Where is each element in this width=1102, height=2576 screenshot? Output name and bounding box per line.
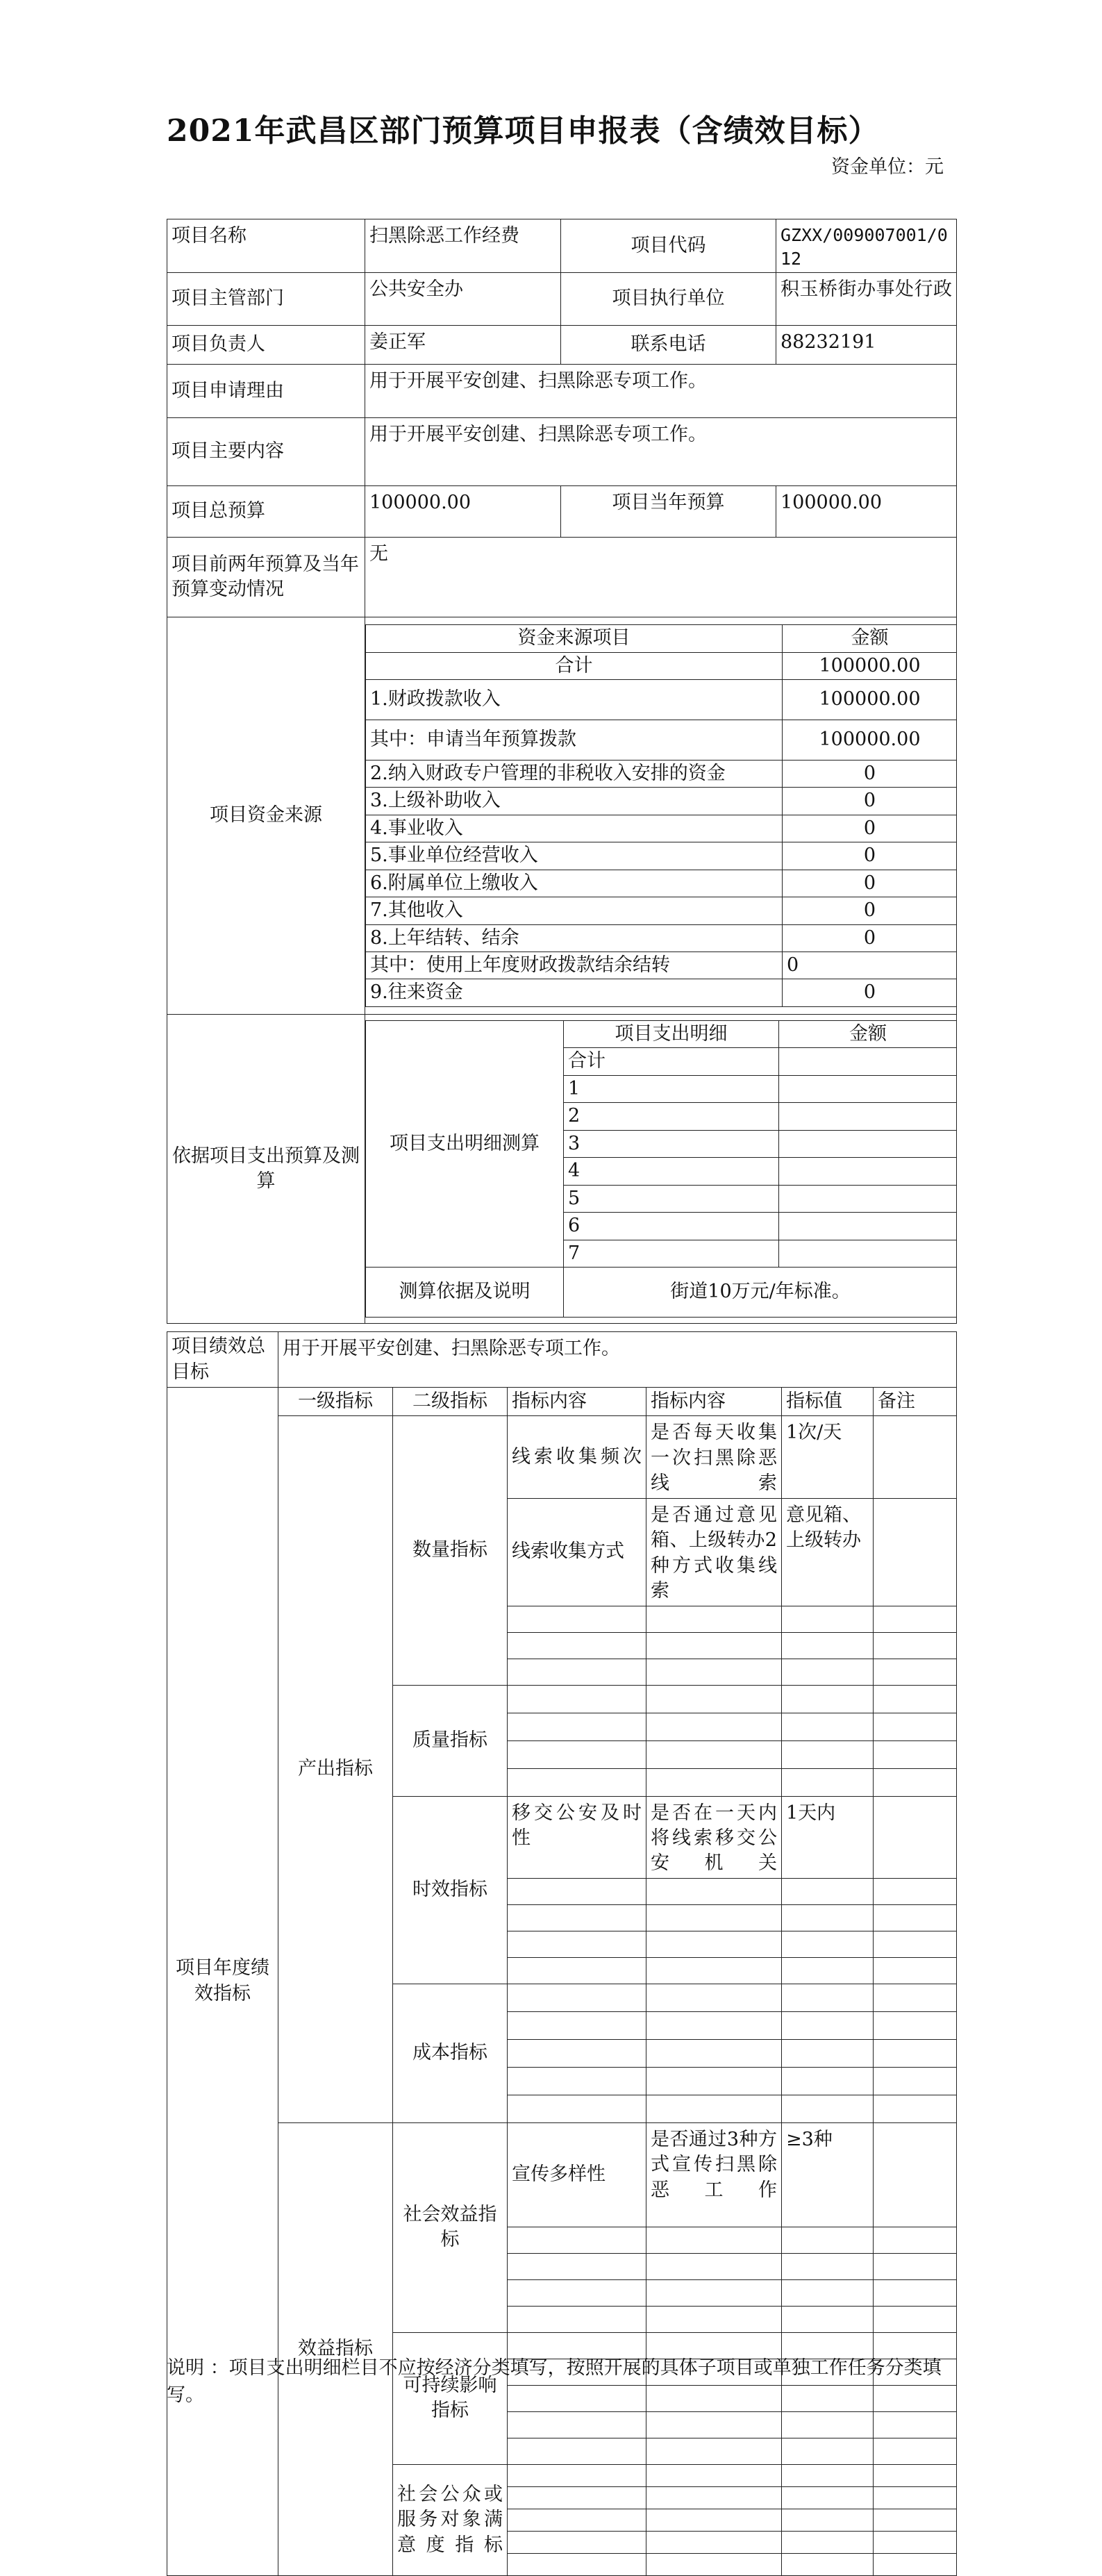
page-title: 2021年武昌区部门预算项目申报表（含绩效目标） (167, 113, 880, 149)
project-name-value: 扫黑除恶工作经费 (365, 219, 561, 273)
indicator-detail: 是否每天收集一次扫黑除恶线索 (646, 1416, 782, 1498)
content-value: 用于开展平安创建、扫黑除恶专项工作。 (365, 418, 957, 486)
indicator-detail: 是否通过意见箱、上级转办2种方式收集线索 (646, 1498, 782, 1606)
benefit-indicator-label: 效益指标 (278, 2122, 393, 2575)
quality-indicator-label: 质量指标 (393, 1685, 508, 1796)
table-row: 合计 100000.00 (366, 652, 957, 679)
reason-label: 项目申请理由 (167, 365, 365, 418)
table-row: 1.财政拨款收入 100000.00 (366, 679, 957, 720)
indicator-value: ≥3种 (782, 2122, 874, 2227)
table-row: 合计 (366, 1048, 957, 1075)
header-level1: 一级指标 (278, 1388, 393, 1416)
table-row: 6 (366, 1213, 957, 1240)
indicator-content: 移交公安及时性 (508, 1796, 646, 1878)
header-remark: 备注 (874, 1388, 957, 1416)
timeliness-indicator-label: 时效指标 (393, 1796, 508, 1984)
funding-col-item: 资金来源项目 (366, 625, 783, 652)
reason-value: 用于开展平安创建、扫黑除恶专项工作。 (365, 365, 957, 418)
cost-indicator-label: 成本指标 (393, 1984, 508, 2122)
person-label: 项目负责人 (167, 326, 365, 365)
expense-detail-label: 项目支出明细测算 (366, 1021, 564, 1268)
indicator-content: 宣传多样性 (508, 2122, 646, 2227)
table-row: 7.其他收入 0 (366, 897, 957, 924)
content-label: 项目主要内容 (167, 418, 365, 486)
output-indicator-label: 产出指标 (278, 1416, 393, 2122)
funding-source-label: 项目资金来源 (167, 617, 365, 1015)
table-row: 2.纳入财政专户管理的非税收入安排的资金 0 (366, 760, 957, 787)
expense-col-amount: 金额 (779, 1021, 957, 1048)
table-row: 3.上级补助收入 0 (366, 788, 957, 815)
exec-unit-label: 项目执行单位 (561, 273, 776, 326)
total-budget-value: 100000.00 (365, 486, 561, 538)
indicator-content: 线索收集频次 (508, 1416, 646, 1498)
funding-table (365, 624, 957, 1007)
dept-label: 项目主管部门 (167, 273, 365, 326)
satisfaction-indicator-label: 社会公众或服务对象满意度指标 (393, 2464, 508, 2575)
budget-change-value: 无 (365, 538, 957, 617)
header-level2: 二级指标 (393, 1388, 508, 1416)
footnote: 说明 ：项目支出明细栏目不应按经济分类填写，按照开展的具体子项目或单独工作任务分类填写。 (167, 2357, 942, 2407)
quantity-indicator-label: 数量指标 (393, 1416, 508, 1685)
expense-col-item: 项目支出明细 (564, 1021, 779, 1048)
perf-goal-value: 用于开展平安创建、扫黑除恶专项工作。 (278, 1332, 957, 1388)
table-row: 4 (366, 1158, 957, 1185)
project-info-table (167, 219, 957, 1324)
indicator-content: 线索收集方式 (508, 1498, 646, 1606)
dept-value: 公共安全办 (365, 273, 561, 326)
budget-change-label: 项目前两年预算及当年预算变动情况 (167, 538, 365, 617)
header-detail: 指标内容 (646, 1388, 782, 1416)
social-benefit-label: 社会效益指标 (393, 2122, 508, 2332)
table-row: 7 (366, 1240, 957, 1267)
table-row: 5.事业单位经营收入 0 (366, 842, 957, 870)
year-budget-value: 100000.00 (776, 486, 957, 538)
indicator-value: 意见箱、上级转办 (782, 1498, 874, 1606)
indicator-detail: 是否通过3种方式宣传扫黑除恶工作 (646, 2122, 782, 2227)
exec-unit-value: 积玉桥街办事处行政 (776, 273, 957, 326)
expense-table (365, 1020, 957, 1318)
phone-label: 联系电话 (561, 326, 776, 365)
sustain-indicator-label: 可持续影响指标 (393, 2332, 508, 2464)
table-row: 4.事业收入 0 (366, 815, 957, 842)
header-value: 指标值 (782, 1388, 874, 1416)
table-row: 1 (366, 1075, 957, 1102)
header-content: 指标内容 (508, 1388, 646, 1416)
year-budget-label: 项目当年预算 (561, 486, 776, 538)
project-code-label: 项目代码 (561, 219, 776, 273)
table-row: 8.上年结转、结余 0 (366, 924, 957, 952)
indicator-value: 1天内 (782, 1796, 874, 1878)
expense-basis-label: 依据项目支出预算及测算 (167, 1015, 365, 1324)
perf-goal-label: 项目绩效总目标 (167, 1332, 278, 1388)
indicator-value: 1次/天 (782, 1416, 874, 1498)
table-row: 5 (366, 1185, 957, 1212)
basis-value: 街道10万元/年标准。 (564, 1267, 957, 1317)
phone-value: 88232191 (776, 326, 957, 365)
funding-col-amount: 金额 (783, 625, 957, 652)
perf-indicator-label: 项目年度绩效指标 (167, 1388, 278, 2576)
table-row: 9.往来资金 0 (366, 979, 957, 1006)
table-row: 6.附属单位上缴收入 0 (366, 870, 957, 897)
table-row: 其中：使用上年度财政拨款结余结转 0 (366, 952, 957, 979)
total-budget-label: 项目总预算 (167, 486, 365, 538)
project-code-value: GZXX/009007001/012 (776, 219, 957, 273)
table-row: 2 (366, 1103, 957, 1130)
table-row: 其中：申请当年预算拨款 100000.00 (366, 720, 957, 760)
table-row: 3 (366, 1130, 957, 1157)
person-value: 姜正军 (365, 326, 561, 365)
unit-label: 资金单位：元 (831, 156, 944, 178)
project-name-label: 项目名称 (167, 219, 365, 273)
indicator-detail: 是否在一天内将线索移交公安机关 (646, 1796, 782, 1878)
basis-label: 测算依据及说明 (366, 1267, 564, 1317)
